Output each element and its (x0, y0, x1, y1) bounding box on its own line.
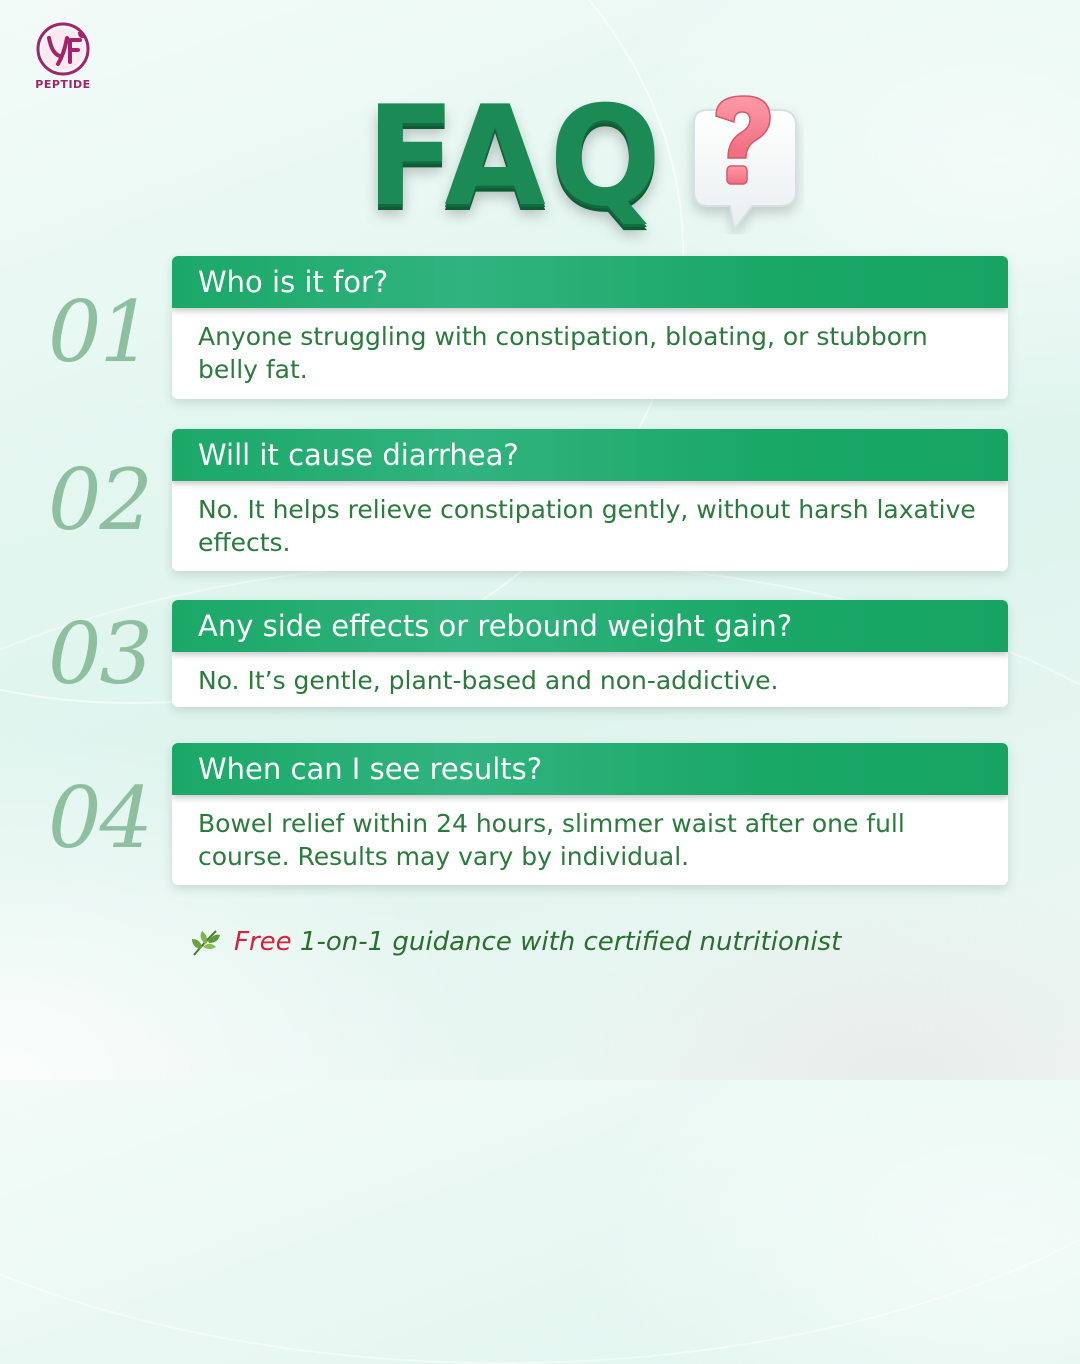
brand-logo (30, 20, 100, 100)
faq-card (172, 256, 1008, 399)
faq-answer: No. It helps relieve constipation gently, without harsh laxative effects. (198, 495, 976, 557)
faq-question: Will it cause diarrhea? (172, 429, 1008, 481)
faq-number: 04 (48, 769, 151, 867)
faq-number: 02 (48, 451, 151, 549)
logo-text: PEPTIDE (35, 78, 91, 91)
leaf-icon (188, 925, 222, 959)
page-title: FAQ (366, 76, 665, 237)
faq-question: When can I see results? (172, 743, 1008, 795)
question-mark-bubble-icon (672, 92, 804, 234)
faq-card (172, 600, 1008, 707)
faq-question: Any side effects or rebound weight gain? (172, 600, 1008, 652)
footer-highlight: Free (234, 927, 292, 957)
faq-card (172, 429, 1008, 571)
faq-card (172, 743, 1008, 885)
footer-note (188, 920, 841, 964)
footer-text: 1-on-1 guidance with certified nutritionist (299, 927, 842, 957)
faq-number: 01 (48, 283, 151, 381)
faq-answer: No. It’s gentle, plant-based and non-addictive. (198, 666, 779, 695)
faq-answer: Anyone struggling with constipation, bloating, or stubborn belly fat. (198, 322, 928, 384)
faq-question: Who is it for? (172, 256, 1008, 308)
faq-number: 03 (48, 605, 151, 703)
logo-mark-icon (34, 20, 92, 78)
faq-answer: Bowel relief within 24 hours, slimmer waist after one full course. Results may vary by individual. (198, 809, 905, 871)
